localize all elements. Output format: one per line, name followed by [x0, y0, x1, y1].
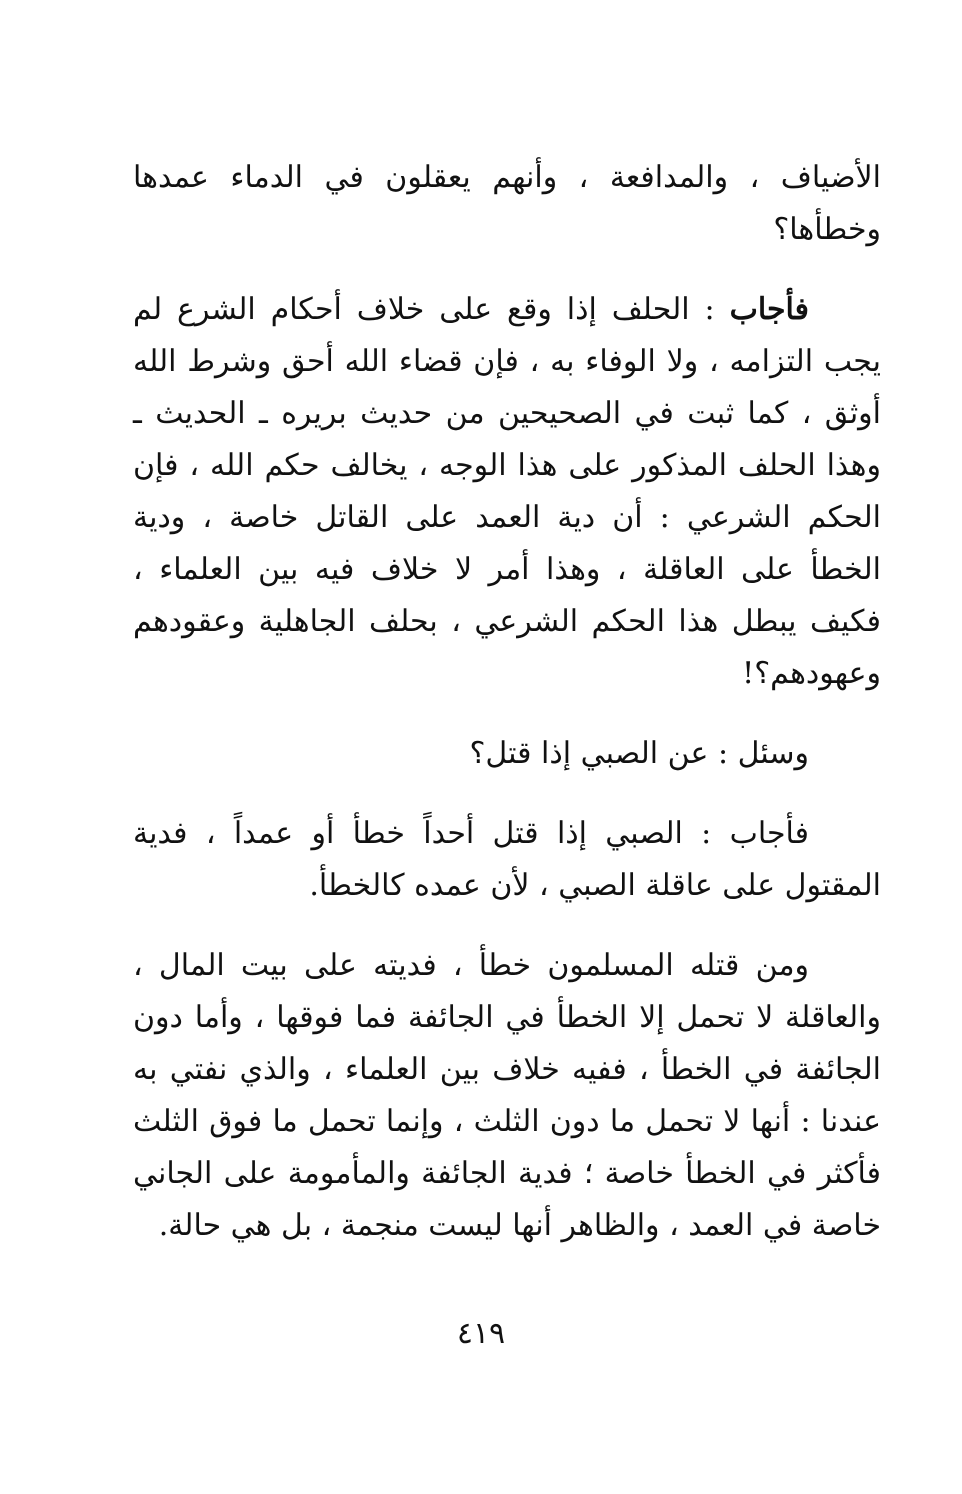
paragraph-2-text: : الحلف إذا وقع على خلاف أحكام الشرع لم يجب التزامه ، ولا الوفاء به ، فإن قضاء الله أحق وشرط الله أوثق ، كما ثبت في الصحيحين من حديث بريره ـ الحديث ـ وهذا الحلف المذكور على هذا الوجه ، يخالف حكم الله ، فإن الحكم الشرعي : أن دية العمد على القاتل خاصة ، ودية الخطأ على العاقلة ، وهذا أمر لا خلاف فيه بين العلماء ، فكيف يبطل هذا الحكم الشرعي ، بحلف الجاهلية وعقودهم وعهودهم؟!: [133, 292, 881, 691]
paragraph-2: [133, 284, 881, 700]
paragraph-3: [133, 728, 881, 780]
paragraph-1: [133, 152, 881, 256]
paragraph-gap: [133, 780, 881, 808]
paragraph-gap: [133, 700, 881, 728]
paragraph-3-text: وسئل : عن الصبي إذا قتل؟: [469, 736, 809, 771]
page-body: [133, 152, 881, 1252]
paragraph-4-text: فأجاب : الصبي إذا قتل أحداً خطأ أو عمداً ، فدية المقتول على عاقلة الصبي ، لأن عمده كالخطأ.: [133, 816, 881, 903]
paragraph-gap: [133, 256, 881, 284]
page-number: ٤١٩: [456, 1316, 506, 1351]
paragraph-5-text: ومن قتله المسلمون خطأ ، فديته على بيت المال ، والعاقلة لا تحمل إلا الخطأ في الجائفة فما فوقها ، وأما دون الجائفة في الخطأ ، ففيه خلاف بين العلماء ، والذي نفتي به عندنا : أنها لا تحمل ما دون الثلث ، وإنما تحمل ما فوق الثلث فأكثر في الخطأ خاصة ؛ فدية الجائفة والمأمومة على الجاني خاصة في العمد ، والظاهر أنها ليست منجمة ، بل هي حالة.: [133, 948, 881, 1243]
paragraph-5: [133, 940, 881, 1252]
paragraph-4: [133, 808, 881, 912]
paragraph-gap: [133, 912, 881, 940]
paragraph-1-text: الأضياف ، والمدافعة ، وأنهم يعقلون في الدماء عمدها وخطأها؟: [133, 160, 881, 247]
paragraph-2-lead: فأجاب: [729, 292, 809, 327]
